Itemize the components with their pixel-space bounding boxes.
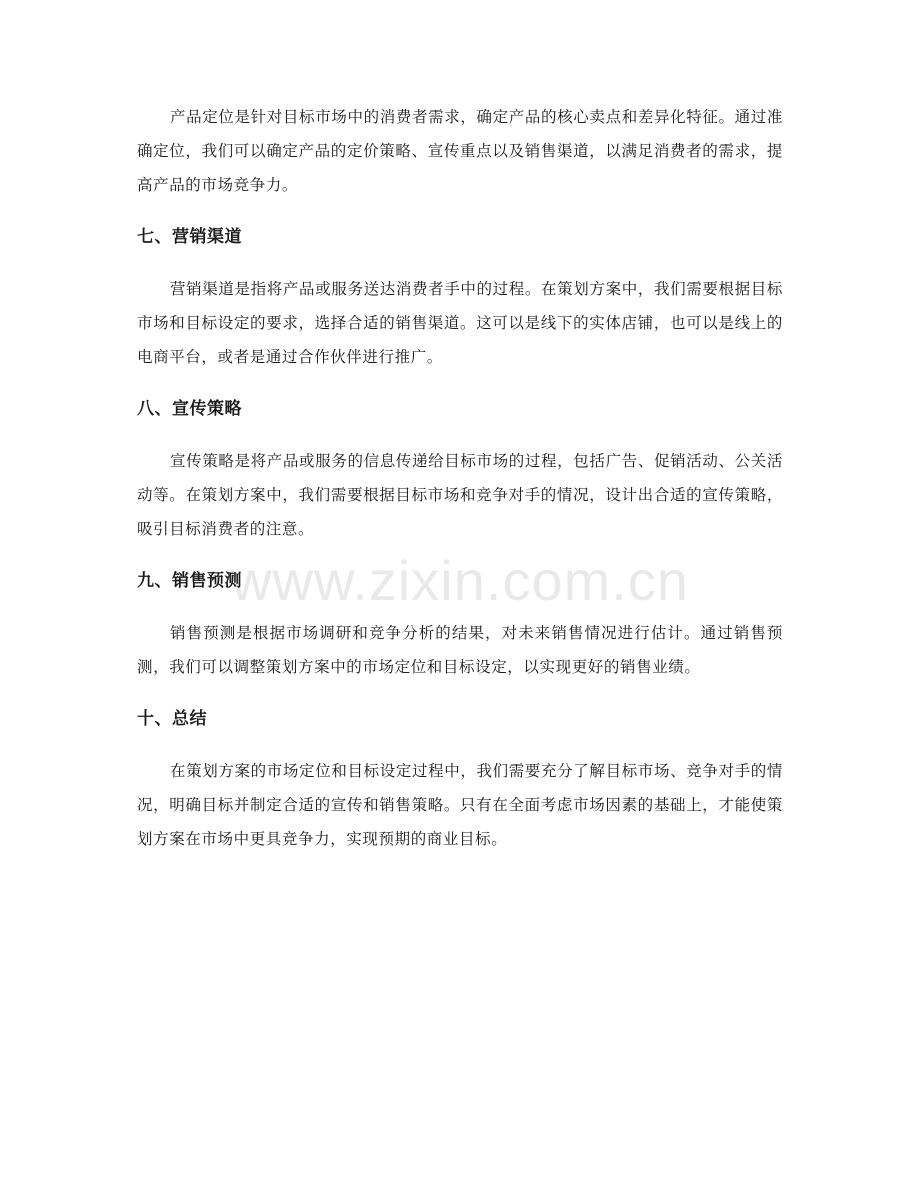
document-body xyxy=(137,100,783,856)
heading-promotion-strategy: 八、宣传策略 xyxy=(137,399,242,419)
paragraph-promotion-strategy: 宣传策略是将产品或服务的信息传递给目标市场的过程，包括广告、促销活动、公关活动等。在策划方案中，我们需要根据目标市场和竞争对手的情况，设计出合适的宣传策略，吸引目标消费者的注意。 xyxy=(137,452,783,538)
paragraph-summary: 在策划方案的市场定位和目标设定过程中，我们需要充分了解目标市场、竞争对手的情况，明确目标并制定合适的宣传和销售策略。只有在全面考虑市场因素的基础上，才能使策划方案在市场中更具竞争力，实现预期的商业目标。 xyxy=(137,762,783,848)
watermark: www.zixin.com.cn xyxy=(231,549,689,612)
heading-marketing-channels: 七、营销渠道 xyxy=(137,227,242,247)
paragraph-product-positioning: 产品定位是针对目标市场中的消费者需求，确定产品的核心卖点和差异化特征。通过准确定位，我们可以确定产品的定价策略、宣传重点以及销售渠道，以满足消费者的需求，提高产品的市场竞争力。 xyxy=(137,108,783,194)
paragraph-marketing-channels: 营销渠道是指将产品或服务送达消费者手中的过程。在策划方案中，我们需要根据目标市场和目标设定的要求，选择合适的销售渠道。这可以是线下的实体店铺，也可以是线上的电商平台，或者是通过合作伙伴进行推广。 xyxy=(137,280,783,366)
heading-sales-forecast: 九、销售预测 xyxy=(137,571,242,591)
heading-summary: 十、总结 xyxy=(137,709,207,729)
paragraph-sales-forecast: 销售预测是根据市场调研和竞争分析的结果，对未来销售情况进行估计。通过销售预测，我们可以调整策划方案中的市场定位和目标设定，以实现更好的销售业绩。 xyxy=(137,624,783,676)
